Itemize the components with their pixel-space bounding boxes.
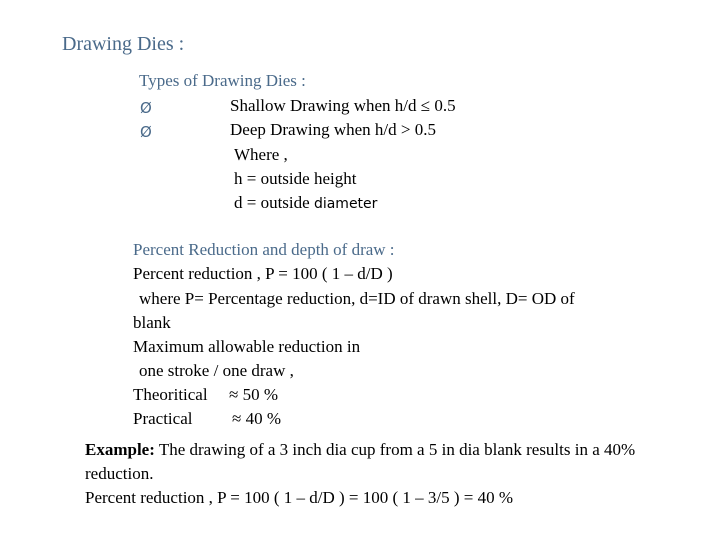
example-text: The drawing of a 3 inch dia cup from a 5 in dia blank results in a 40% reduction.	[85, 440, 636, 483]
example-label: Example:	[85, 440, 155, 459]
example-calculation: Percent reduction , P = 100 ( 1 – d/D ) = 100 ( 1 – 3/5 ) = 40 %	[85, 488, 514, 507]
practical-label: Practical	[133, 409, 193, 428]
where-label: Where ,	[234, 145, 288, 164]
shallow-drawing-item: Shallow Drawing when h/d ≤ 0.5	[230, 96, 456, 115]
h-definition: h = outside height	[234, 169, 357, 188]
d-definition-suffix: diameter	[313, 196, 378, 212]
page-title: Drawing Dies :	[62, 33, 185, 55]
percent-reduction-formula: Percent reduction , P = 100 ( 1 – d/D )	[133, 264, 393, 283]
example-block	[85, 438, 695, 510]
d-definition	[234, 193, 377, 213]
arrow-bullet-icon: Ø	[140, 123, 152, 141]
theoretical-value: ≈ 50 %	[229, 385, 278, 404]
where-definition: where P= Percentage reduction, d=ID of drawn shell, D= OD of	[139, 289, 575, 308]
deep-drawing-item: Deep Drawing when h/d > 0.5	[230, 120, 436, 139]
arrow-bullet-icon: Ø	[140, 99, 152, 117]
practical-value: ≈ 40 %	[232, 409, 281, 428]
max-reduction-line-cont: one stroke / one draw ,	[139, 361, 294, 380]
d-definition-prefix: d = outside	[234, 193, 314, 212]
theoretical-label: Theoritical	[133, 385, 208, 404]
where-definition-cont: blank	[133, 313, 171, 332]
max-reduction-line: Maximum allowable reduction in	[133, 337, 361, 356]
types-heading: Types of Drawing Dies :	[139, 71, 306, 90]
percent-reduction-heading: Percent Reduction and depth of draw :	[133, 240, 395, 259]
